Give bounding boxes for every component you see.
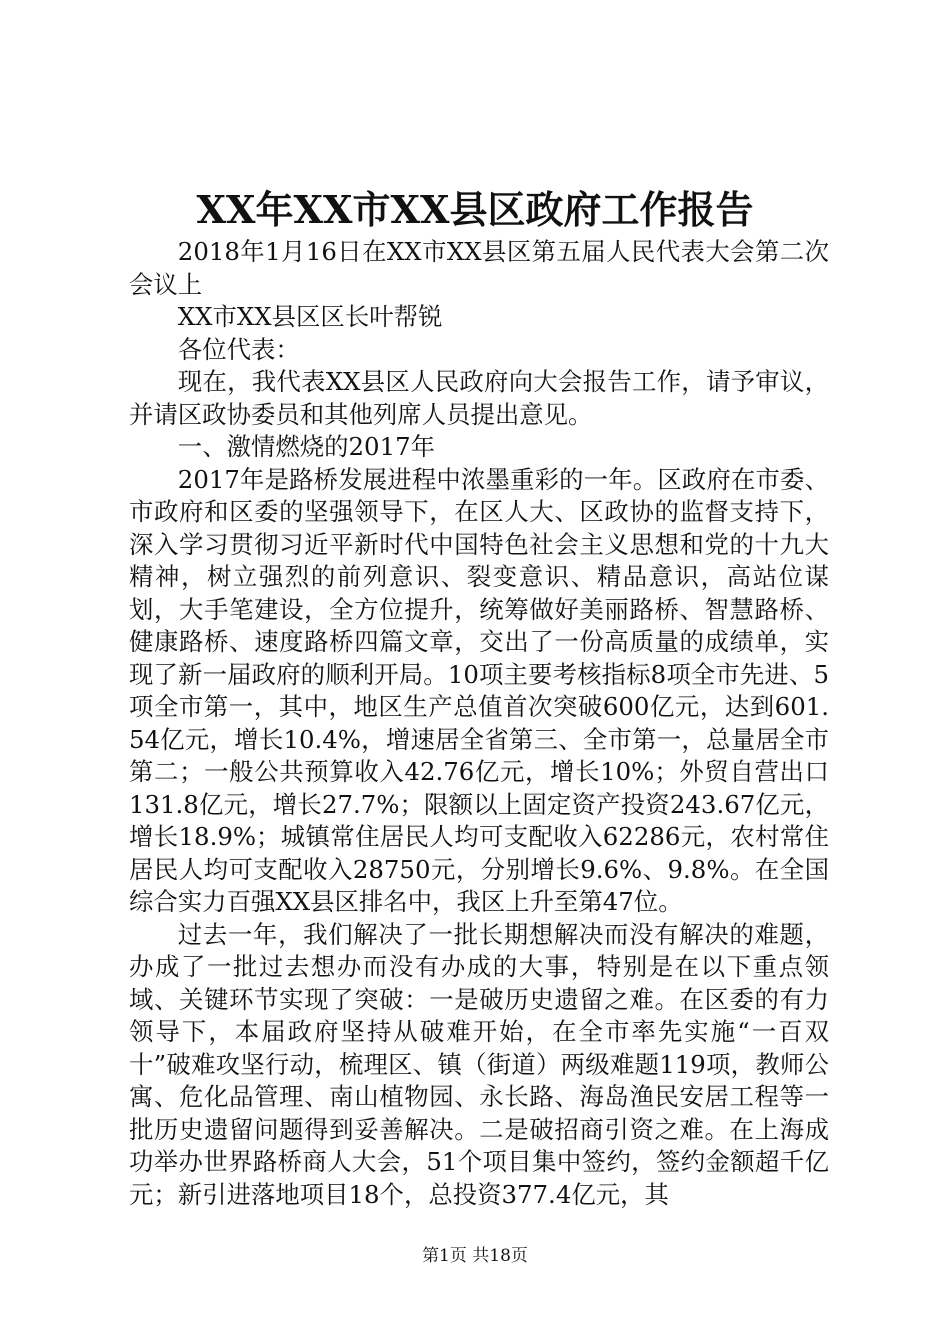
- document-title: XX年XX市XX县区政府工作报告: [196, 187, 754, 232]
- intro-paragraph: 现在，我代表XX县区人民政府向大会报告工作，请予审议，并请区政协委员和其他列席人员提出意见。: [129, 367, 829, 429]
- document-body: [129, 236, 829, 1211]
- section-heading: 一、激情燃烧的2017年: [177, 432, 435, 461]
- meeting-info-paragraph: 2018年1月16日在XX市XX县区第五届人民代表大会第二次会议上: [129, 237, 829, 299]
- body-paragraph: 2017年是路桥发展进程中浓墨重彩的一年。区政府在市委、市政府和区委的坚强领导下，在区人大、区政协的监督支持下，深入学习贯彻习近平新时代中国特色社会主义思想和党的十九大精神，树立强烈的前列意识、裂变意识、精品意识，高站位谋划，大手笔建设，全方位提升，统筹做好美丽路桥、智慧路桥、健康路桥、速度路桥四篇文章，交出了一份高质量的成绩单，实现了新一届政府的顺利开局。10项主要考核指标8项全市先进、5项全市第一，其中，地区生产总值首次突破600亿元，达到601.54亿元，增长10.4%，增速居全省第三、全市第一，总量居全市第二；一般公共预算收入42.76亿元，增长10%；外贸自营出口131.8亿元，增长27.7%；限额以上固定资产投资243.67亿元，增长18.9%；城镇常住居民人均可支配收入62286元，农村常住居民人均可支配收入28750元，分别增长9.6%、9.8%。在全国综合实力百强XX县区排名中，我区上升至第47位。: [129, 464, 829, 916]
- salutation-paragraph: 各位代表：: [177, 334, 300, 364]
- speaker-paragraph: XX市XX县区区长叶帮锐: [177, 302, 443, 331]
- page-footer: 第1页 共18页: [422, 1246, 528, 1266]
- body-paragraph: 过去一年，我们解决了一批长期想解决而没有解决的难题，办成了一批过去想办而没有办成的大事，特别是在以下重点领域、关键环节实现了突破：一是破历史遗留之难。在区委的有力领导下，本届政府坚持从破难开始，在全市率先实施“一百双十”破难攻坚行动，梳理区、镇（街道）两级难题119项，教师公寓、危化品管理、南山植物园、永长路、海岛渔民安居工程等一批历史遗留问题得到妥善解决。二是破招商引资之难。在上海成功举办世界路桥商人大会，51个项目集中签约，签约金额超千亿元；新引进落地项目18个，总投资377.4亿元，其: [129, 919, 829, 1209]
